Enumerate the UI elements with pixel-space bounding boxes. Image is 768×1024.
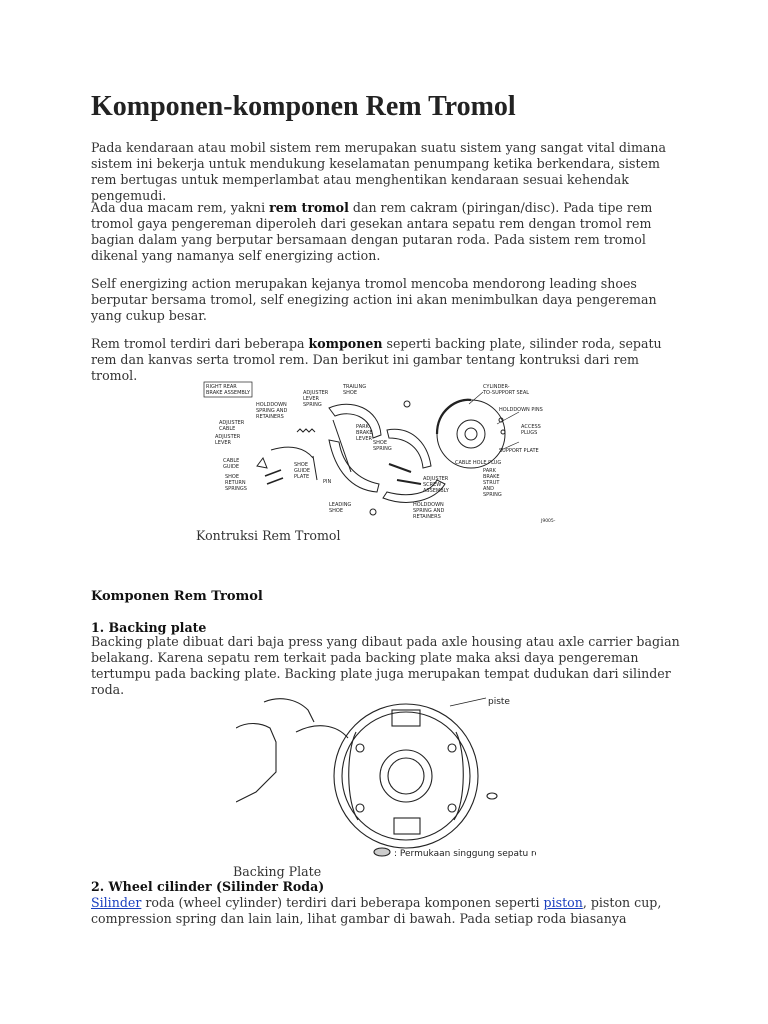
backing-plate-hole-inner <box>388 758 424 794</box>
label-cable-hole-plug: CABLE HOLE PLUG <box>455 460 502 466</box>
backing-plate-figure <box>236 692 536 864</box>
axle-flange <box>264 699 314 722</box>
label-park-brake-lever-2: BRAKE <box>356 430 373 436</box>
trailing-shoe-top <box>329 404 381 438</box>
p4-text-after: seperti backing plate, silinder roda, sepatu rem dan kanvas serta tromol rem. Dan berikut ini gambar tentang kontruksi dari rem tromol. <box>91 336 662 383</box>
drum-brake-exploded-diagram <box>201 380 581 526</box>
wheel-cylinder-text-1: roda (wheel cylinder) terdiri dari beberapa komponen seperti <box>141 895 544 910</box>
label-park-strut-1: PARK <box>483 468 496 474</box>
shoe-guide-plate <box>313 456 317 480</box>
label-holddown-ret-1: HOLDDOWN <box>413 502 444 508</box>
label-adjuster-cable-1: ADJUSTER <box>219 420 245 426</box>
label-cylinder-2: TO-SUPPORT SEAL <box>483 390 530 396</box>
holddown-retainer-1 <box>404 401 410 407</box>
wheel-cylinder-text-2: , piston cup, compression spring dan lain lain, lihat gambar di bawah. Pada setiap roda biasanya <box>91 895 662 926</box>
label-park-strut-3: STRUT <box>483 480 500 486</box>
label-support-plate: SUPPORT PLATE <box>499 448 539 454</box>
label-leading-shoe-2: SHOE <box>329 508 344 514</box>
label-trailing-shoe-1: TRAILING <box>343 384 367 390</box>
label-shoe-return-3: SPRINGS <box>225 486 247 492</box>
adjuster-cable <box>271 447 313 458</box>
silinder-link[interactable]: Silinder <box>91 895 142 910</box>
label-adjuster-screw-1: ADJUSTER <box>423 476 449 482</box>
return-spring-2 <box>267 478 283 484</box>
contact-pad-4 <box>448 804 456 812</box>
label-trailing-shoe-2: SHOE <box>343 390 358 396</box>
label-adjuster-screw-2: SCREW <box>423 482 442 488</box>
brake-parts-drawing <box>257 392 519 515</box>
label-park-strut-2: BRAKE <box>483 474 500 480</box>
label-holddown-ret-2: SPRING AND <box>413 508 445 514</box>
leader-top <box>450 698 486 706</box>
label-pin: PIN <box>323 479 332 485</box>
return-spring-1 <box>265 470 281 476</box>
label-cylinder-1: CYLINDER- <box>483 384 510 390</box>
label-leading-shoe-1: LEADING <box>329 502 352 508</box>
contact-pad-3 <box>356 804 364 812</box>
label-shoe-return-2: RETURN <box>225 480 246 486</box>
label-park-brake-lever-1: PARK <box>356 424 369 430</box>
brake-line <box>296 726 348 738</box>
label-right-rear: RIGHT REAR <box>206 384 237 390</box>
p4-bold-komponen: komponen <box>308 336 383 351</box>
label-cable-guide-1: CABLE <box>223 458 240 464</box>
label-adjuster-lever-2: LEVER <box>215 440 231 446</box>
wheel-cylinder-paragraph <box>91 895 681 927</box>
axle-housing <box>236 724 276 803</box>
label-park-brake-lever-3: LEVER <box>356 436 372 442</box>
leading-shoe-left <box>329 440 379 492</box>
intro-paragraph-2 <box>91 200 681 264</box>
legend-contact-symbol <box>374 848 390 856</box>
label-holddown-ret-3: RETAINERS <box>413 514 441 520</box>
contact-pad-2 <box>448 744 456 752</box>
piston-link[interactable]: piston <box>543 895 583 910</box>
label-holddown-3: RETAINERS <box>256 414 284 420</box>
p2-bold-rem-tromol: rem tromol <box>269 200 349 215</box>
label-shoe-guide-1: SHOE <box>294 462 309 468</box>
label-holddown-2: SPRING AND <box>256 408 288 414</box>
figure2-legend: : Permukaan singgung sepatu rem <box>394 849 536 859</box>
backing-plate-caption: Backing Plate <box>233 864 322 879</box>
label-shoe-return-1: SHOE <box>225 474 240 480</box>
label-park-strut-5: SPRING <box>483 492 502 498</box>
contact-pad-5 <box>487 793 497 799</box>
section-heading: Komponen Rem Tromol <box>91 589 263 604</box>
label-access-plugs-2: PLUGS <box>521 430 538 436</box>
p2-text-before: Ada dua macam rem, yakni <box>91 200 270 215</box>
backing-plate-paragraph: Backing plate dibuat dari baja press yang dibaut pada axle housing atau axle carrier bagian belakang. Karena sepatu rem terkait pada backing plate maka aksi daya pengereman tertumpu pada backing plate. Backing plate juga merupakan tempat dudukan dari silinder roda. <box>91 634 680 697</box>
anchor-block <box>394 818 420 834</box>
holddown-pin-2 <box>501 430 505 434</box>
figure2-label-top: piste <box>488 697 510 707</box>
label-adj-lever-spring-3: SPRING <box>303 402 322 408</box>
label-shoe-spring-1: SHOE <box>373 440 388 446</box>
label-shoe-guide-2: GUIDE <box>294 468 311 474</box>
label-adjuster-lever-1: ADJUSTER <box>215 434 241 440</box>
contact-pad-1 <box>356 744 364 752</box>
page-title: Komponen-komponen Rem Tromol <box>91 91 516 122</box>
backing-plate-outline <box>437 400 505 468</box>
drum-brake-exploded-figure <box>201 380 581 526</box>
label-access-plugs-1: ACCESS <box>521 424 541 430</box>
label-holddown-pins: HOLDDOWN PINS <box>499 407 543 413</box>
adjuster-spring <box>297 429 315 432</box>
label-shoe-spring-2: SPRING <box>373 446 392 452</box>
intro-paragraph-3: Self energizing action merupakan kejanya tromol mencoba mendorong leading shoes berputar bersama tromol, self enegizing action ini akan menimbulkan daya pengereman yang cukup besar. <box>91 276 657 323</box>
label-adj-lever-spring-2: LEVER <box>303 396 319 402</box>
intro-paragraph-1: Pada kendaraan atau mobil sistem rem merupakan suatu sistem yang sangat vital dimana sistem ini bekerja untuk mendukung keselamatan penumpang ketika berkendara, sistem rem bertugas untuk memperlambat atau menghentikan kendaraan sesuai kehendak pengemudi. <box>91 140 667 203</box>
intro-paragraph-4 <box>91 336 681 384</box>
adjuster-screw <box>397 480 421 484</box>
label-ref-code: J9005- <box>541 519 556 524</box>
backing-plate-center <box>465 428 477 440</box>
p2-text-after: dan rem cakram (piringan/disc). Pada tipe rem tromol gaya pengereman diperoleh dari gesekan antara sepatu rem dengan tromol rem bagian dalam yang berputar bersamaan dengan putaran roda. Pada sistem rem tromol dikenal yang namanya self energizing action. <box>91 200 653 263</box>
backing-plate-hub <box>457 420 485 448</box>
label-holddown-1: HOLDDOWN <box>256 402 287 408</box>
figure1-caption: Kontruksi Rem Tromol <box>196 528 341 543</box>
label-park-strut-4: AND <box>483 486 495 492</box>
trailing-shoe-right <box>387 429 431 468</box>
backing-plate-heading: 1. Backing plate <box>91 620 207 635</box>
p4-text-before: Rem tromol terdiri dari beberapa <box>91 336 309 351</box>
label-shoe-guide-3: PLATE <box>294 474 310 480</box>
park-brake-strut <box>389 464 411 472</box>
label-adjuster-cable-2: CABLE <box>219 426 236 432</box>
wheel-cylinder-heading: 2. Wheel cilinder (Silinder Roda) <box>91 879 325 894</box>
label-adj-lever-spring-1: ADJUSTER <box>303 390 329 396</box>
leader-cylinder <box>469 392 483 404</box>
backing-plate-inner <box>342 712 470 840</box>
holddown-retainer-2 <box>370 509 376 515</box>
cable-guide-part <box>257 458 267 468</box>
backing-plate-diagram <box>236 692 536 864</box>
label-adjuster-screw-3: ASSEMBLY <box>423 488 449 494</box>
label-cable-guide-2: GUIDE <box>223 464 240 470</box>
label-brake-assembly: BRAKE ASSEMBLY <box>206 390 250 396</box>
